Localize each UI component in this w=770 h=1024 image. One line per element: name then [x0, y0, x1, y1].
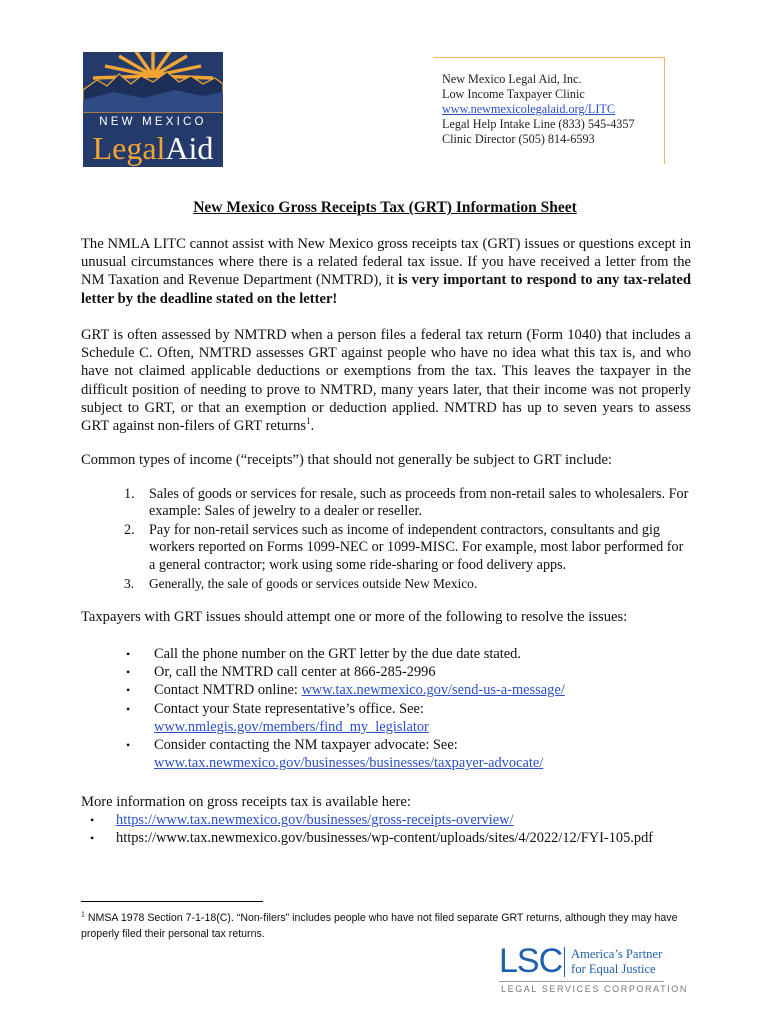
- contact-director: Clinic Director (505) 814-6593: [442, 132, 595, 146]
- footnote: $^1$ NMSA 1978 Section 7-1-18(C). “Non-filers” includes people who have not filed separate GRT returns, although they may have properly filed their personal tax returns.: [81, 911, 678, 940]
- resolution-intro: Taxpayers with GRT issues should attempt one or more of the following to resolve the issues:: [81, 609, 628, 625]
- lsc-rule: [499, 981, 664, 982]
- list-item: 2. Pay for non-retail services such as income of independent contractors, consultants and gig workers reported on Forms 1099-NEC or 1099-MISC. For example, most labor performed for a general contractor; work using some ride-sharing or food delivery apps.: [124, 521, 684, 573]
- taxpayer-advocate-link[interactable]: www.tax.newmexico.gov/businesses/businesses/taxpayer-advocate/: [154, 755, 544, 772]
- resolution-steps-list: [126, 645, 686, 772]
- income-types-list: [124, 486, 690, 593]
- more-info-heading: More information on gross receipts tax is available here:: [81, 794, 411, 810]
- page-title: New Mexico Gross Receipts Tax (GRT) Information Sheet: [193, 199, 577, 216]
- logo-word-legal: Legal: [92, 130, 166, 166]
- bullet-icon: •: [126, 701, 131, 716]
- lsc-mark: LSC: [499, 942, 563, 980]
- logo-wordmark: [83, 130, 223, 166]
- logo-state-text: NEW MEXICO: [99, 116, 207, 128]
- lsc-logo: [499, 942, 688, 996]
- contact-clinic: Low Income Taxpayer Clinic: [442, 87, 585, 101]
- footnote-ref: 1: [306, 416, 311, 427]
- assessment-text: GRT is often assessed by NMTRD when a person files a federal tax return (Form 1040) that includes a Schedule C. Often, NMTRD assesses GRT against people who have no idea what this tax is, and who have not claimed applicable deductions or exemptions from the tax. This leaves the taxpayer in the difficult position of needing to prove to NMTRD, many years later, that their income was not properly subject to GRT, or that an exemption or deduction applied. NMTRD has up to seven years to assess GRT against non-filers of GRT returns: [81, 327, 691, 435]
- list-item: • Call the phone number on the GRT letter by the due date stated.: [126, 646, 521, 662]
- contact-intake-line: Legal Help Intake Line (833) 545-4357: [442, 117, 635, 131]
- more-info-links: [90, 811, 700, 847]
- list-item: • Contact your State representative’s office. See: www.nmlegis.gov/members/find_my_legislator: [126, 700, 429, 735]
- intro-text: The NMLA LITC cannot assist with New Mexico gross receipts tax (GRT) issues or questions except in unusual circumstances where there is a related federal tax issue. If you have received a letter from the NM Taxation and Revenue Department (NMTRD), it: [81, 236, 691, 289]
- lsc-divider: [564, 947, 565, 977]
- list-item: 1. Sales of goods or services for resale, such as proceeds from non-retail sales to wholesalers. For example: Sales of jewelry to a dealer or reseller.: [124, 486, 689, 520]
- contact-org: New Mexico Legal Aid, Inc.: [442, 72, 582, 86]
- clinic-website-link[interactable]: www.newmexicolegalaid.org/LITC: [442, 102, 615, 116]
- list-item: [90, 811, 700, 829]
- lsc-tagline: America’s Partner for Equal Justice: [571, 947, 663, 976]
- bullet-icon: •: [126, 683, 131, 698]
- bullet-icon: •: [126, 738, 131, 753]
- logo-word-aid: Aid: [165, 130, 214, 166]
- list-item: 3. Generally, the sale of goods or services outside New Mexico.: [124, 576, 478, 592]
- find-legislator-link[interactable]: www.nmlegis.gov/members/find_my_legislator: [154, 718, 429, 735]
- list-item: • Consider contacting the NM taxpayer advocate: See: www.tax.newmexico.gov/businesses/businesses/taxpayer-advocate/: [126, 737, 544, 772]
- contact-block: [433, 57, 665, 164]
- intro-warning: is very important to respond to any tax-related letter by the deadline stated on the letter!: [81, 272, 691, 307]
- sun-rays-icon: [93, 48, 213, 78]
- income-types-intro: Common types of income (“receipts”) that should not generally be subject to GRT include:: [81, 452, 612, 468]
- grt-overview-link[interactable]: https://www.tax.newmexico.gov/businesses/gross-receipts-overview/: [116, 812, 514, 828]
- intro-paragraph: [81, 235, 691, 308]
- list-item: [90, 829, 700, 847]
- nmtrd-message-link[interactable]: www.tax.newmexico.gov/send-us-a-message/: [301, 682, 565, 699]
- footnote-divider: [81, 901, 263, 902]
- bullet-icon: •: [90, 813, 95, 827]
- bullet-icon: •: [126, 647, 131, 661]
- bullet-icon: •: [126, 665, 131, 680]
- list-item: • Contact NMTRD online: www.tax.newmexico.gov/send-us-a-message/: [126, 682, 565, 699]
- bullet-icon: •: [90, 831, 95, 846]
- lsc-name: LEGAL SERVICES CORPORATION: [501, 984, 688, 994]
- fyi-105-url: https://www.tax.newmexico.gov/businesses/wp-content/uploads/sites/4/2022/12/FYI-105.pdf: [116, 830, 654, 847]
- nmla-logo: [83, 46, 223, 167]
- grt-assessment-paragraph: GRT is often assessed by NMTRD when a person files a federal tax return (Form 1040) that includes a Schedule C. Often, NMTRD assesses GRT against people who have no idea what this tax is, and who have not claimed applicable deductions or exemptions from the tax. This leaves the taxpayer in the difficult position of needing to prove to NMTRD, many years later, that their income was not properly subject to GRT, or that an exemption or deduction applied. NMTRD has up to seven years to assess GRT against non-filers of GRT returns$^1$.: [81, 327, 691, 435]
- list-item: • Or, call the NMTRD call center at 866-285-2996: [126, 664, 436, 681]
